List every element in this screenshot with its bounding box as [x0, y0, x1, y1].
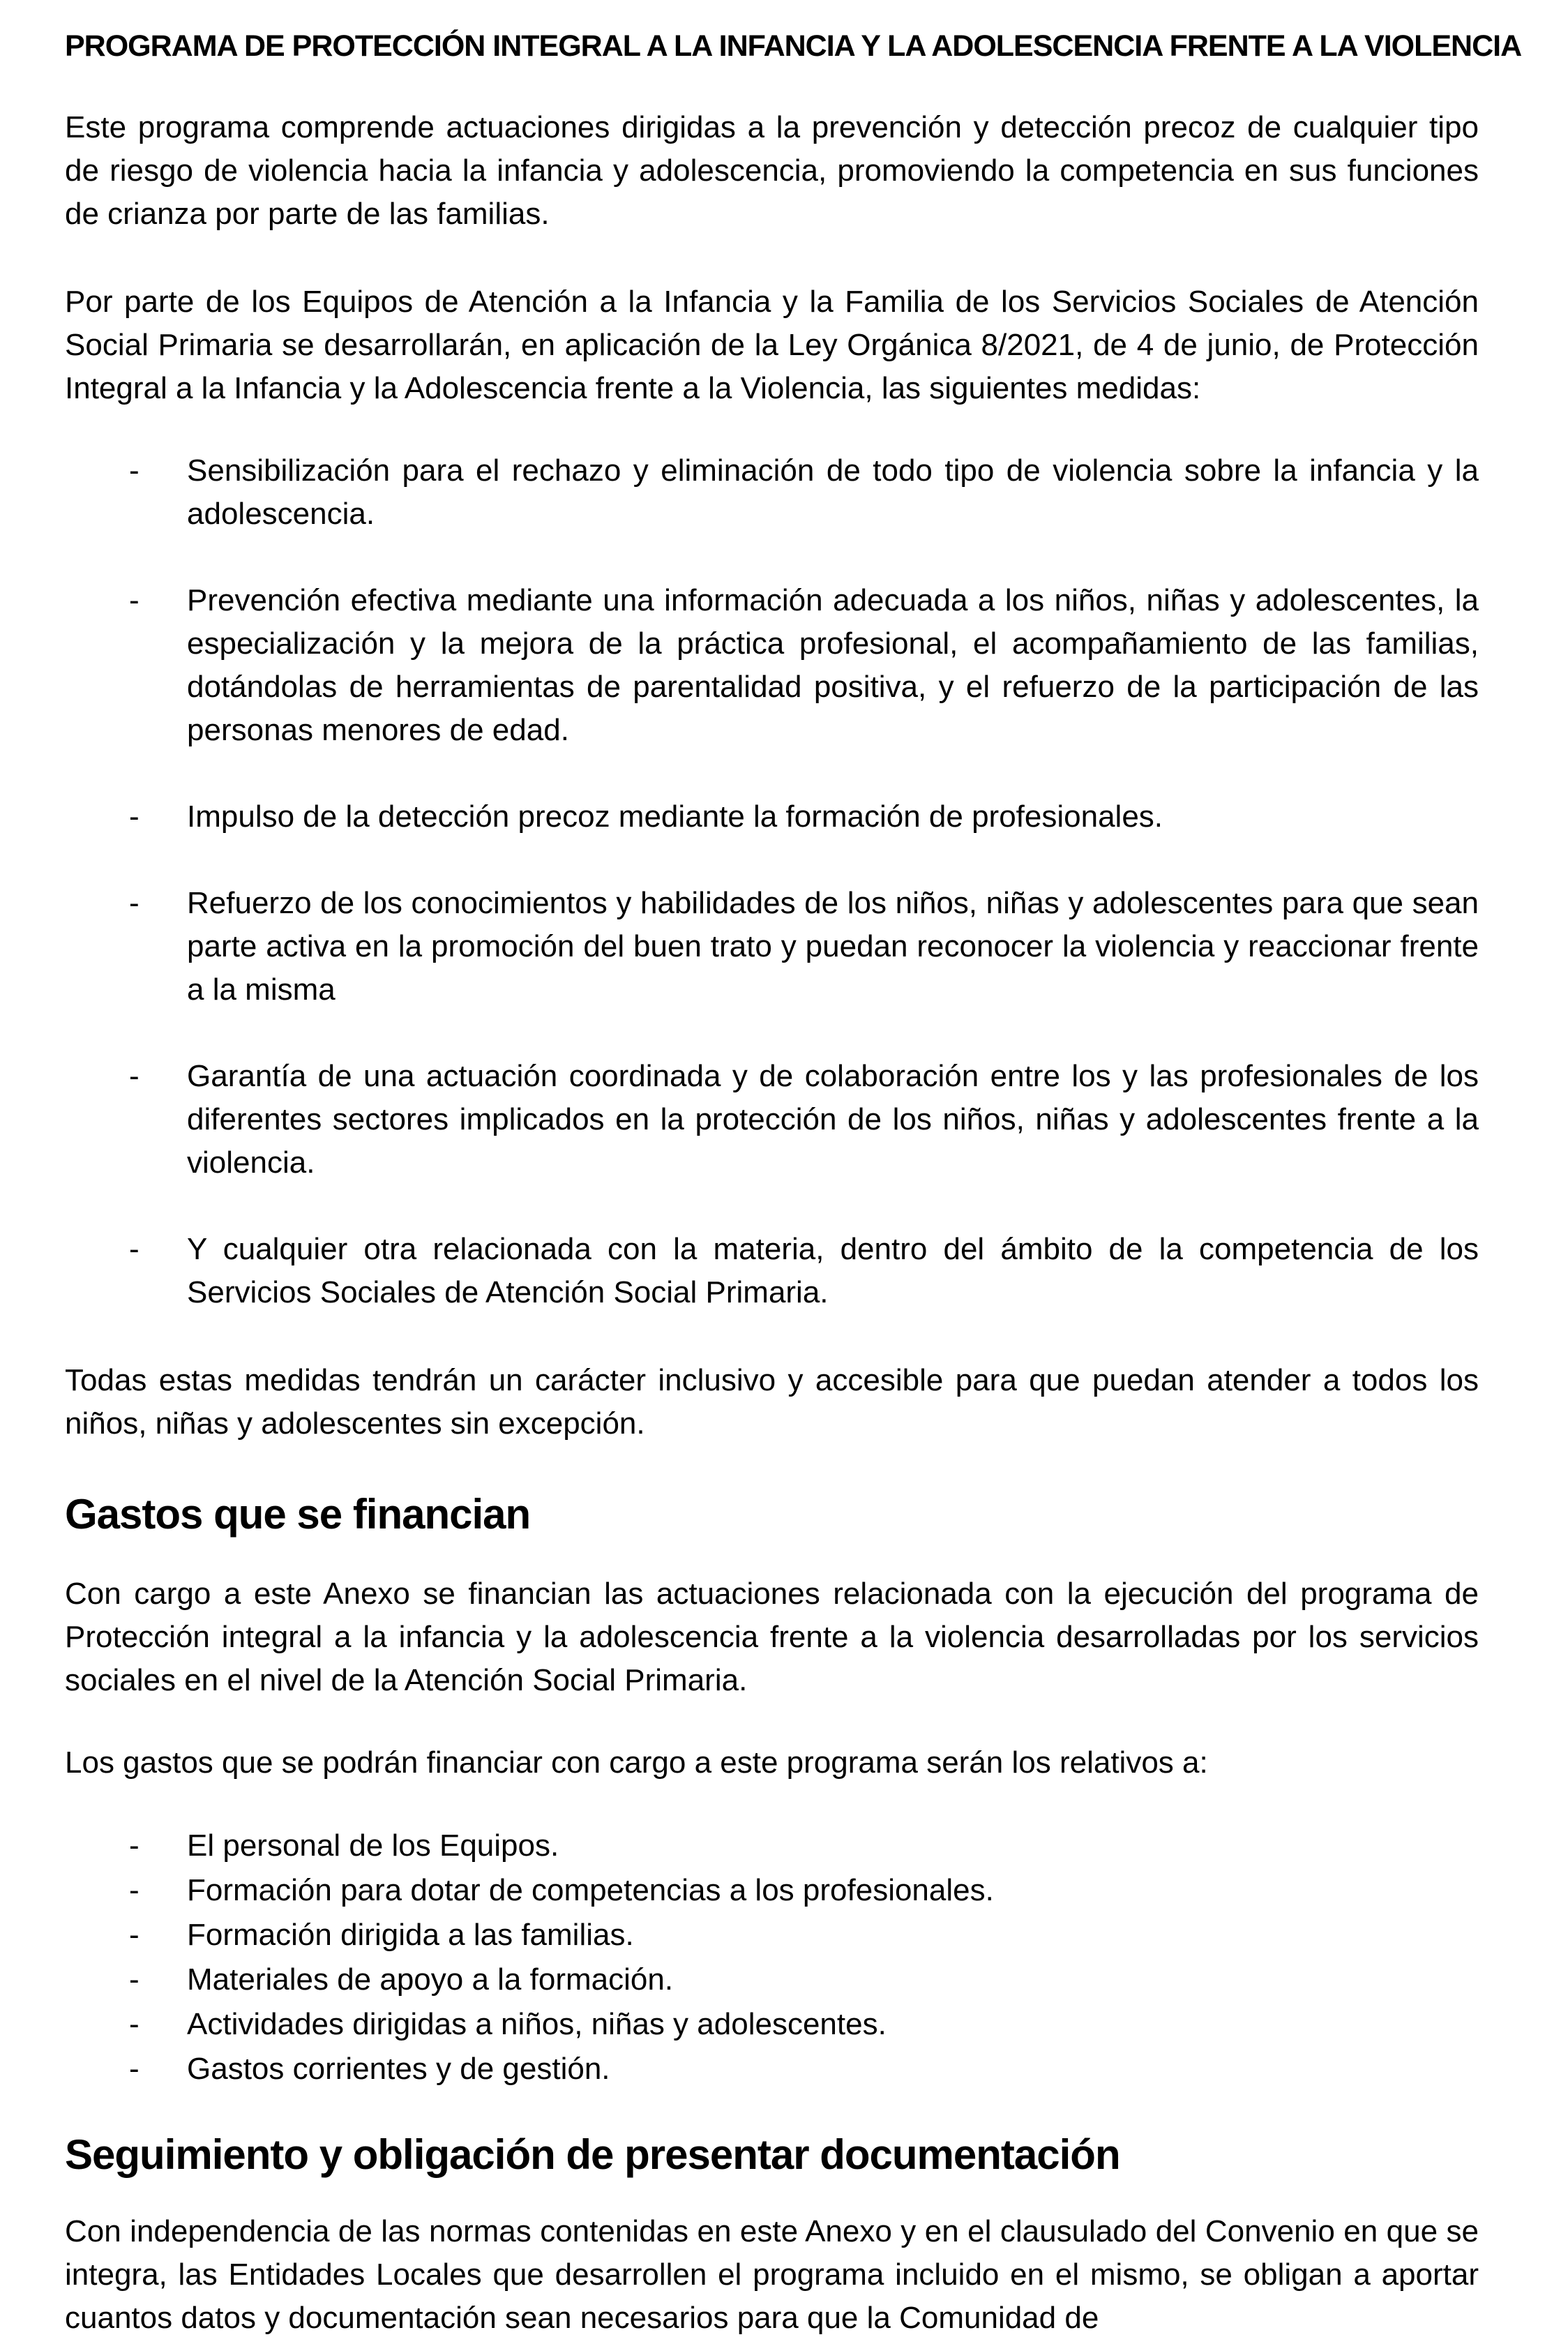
list-item-text: El personal de los Equipos. — [187, 1828, 559, 1863]
list-item-text: Gastos corrientes y de gestión. — [187, 2052, 610, 2086]
bullet-dash: - — [129, 1232, 140, 1266]
bullet-dash: - — [129, 1918, 140, 1952]
section-heading-gastos: Gastos que se financian — [65, 1491, 531, 1538]
bullet-dash: - — [129, 1059, 140, 1093]
list-item-text: Sensibilización para el rechazo y eliminación de todo tipo de violencia sobre la infancia y la adolescencia. — [187, 453, 1479, 531]
list-item-text: Y cualquier otra relacionada con la materia, dentro del ámbito de la competencia de los Servicios Sociales de Atención Social Primaria. — [187, 1232, 1479, 1309]
bullet-dash: - — [129, 799, 140, 834]
list-item-text: Refuerzo de los conocimientos y habilidades de los niños, niñas y adolescentes para que sean parte activa en la promoción del buen trato y puedan reconocer la violencia y reaccionar frente a la misma — [187, 886, 1479, 1007]
bullet-dash: - — [129, 2052, 140, 2086]
bullet-dash: - — [129, 1828, 140, 1863]
list-item-text: Impulso de la detección precoz mediante la formación de profesionales. — [187, 799, 1163, 834]
list-item — [65, 1958, 1479, 2002]
list-item — [65, 579, 1479, 752]
list-item-text: Materiales de apoyo a la formación. — [187, 1962, 674, 1997]
list-item — [65, 2047, 1479, 2091]
bullet-dash: - — [129, 2007, 140, 2041]
list-item — [65, 882, 1479, 1012]
document-title: PROGRAMA DE PROTECCIÓN INTEGRAL A LA INFANCIA Y LA ADOLESCENCIA FRENTE A LA VIOLENCIA — [65, 29, 1522, 63]
bullet-dash: - — [129, 453, 140, 488]
list-item-text: Garantía de una actuación coordinada y de colaboración entre los y las profesionales de los diferentes sectores implicados en la protección de los niños, niñas y adolescentes frente a la violencia. — [187, 1059, 1479, 1180]
inclusivity-paragraph: Todas estas medidas tendrán un carácter inclusivo y accesible para que puedan atender a todos los niños, niñas y adolescentes sin excepción. — [65, 1363, 1479, 1441]
list-item — [65, 1824, 1479, 1868]
expenses-paragraph-2: Los gastos que se podrán financiar con cargo a este programa serán los relativos a: — [65, 1745, 1208, 1780]
list-item-text: Actividades dirigidas a niños, niñas y adolescentes. — [187, 2007, 887, 2041]
bullet-dash: - — [129, 886, 140, 920]
list-item-text: Formación dirigida a las familias. — [187, 1918, 634, 1952]
intro-paragraph-1: Este programa comprende actuaciones dirigidas a la prevención y detección precoz de cualquier tipo de riesgo de violencia hacia la infancia y adolescencia, promoviendo la competencia en sus funciones de crianza por parte de las familias. — [65, 110, 1479, 231]
monitoring-paragraph: Con independencia de las normas contenidas en este Anexo y en el clausulado del Convenio en que se integra, las Entidades Locales que desarrollen el programa incluido en el mismo, se obligan a aportar cuantos datos y documentación sean necesarios para que la Comunidad de — [65, 2214, 1479, 2335]
list-item — [65, 1055, 1479, 1185]
list-item — [65, 1868, 1479, 1913]
list-item-text: Prevención efectiva mediante una información adecuada a los niños, niñas y adolescentes, la especialización y la mejora de la práctica profesional, el acompañamiento de las familias, dotándolas de herramientas de parentalidad positiva, y el refuerzo de la participación de las personas menores de edad. — [187, 583, 1479, 747]
bullet-dash: - — [129, 583, 140, 617]
expenses-list — [65, 1824, 1479, 2091]
list-item-text: Formación para dotar de competencias a los profesionales. — [187, 1873, 994, 1907]
measures-list — [65, 449, 1479, 1314]
intro-paragraph-2: Por parte de los Equipos de Atención a la Infancia y la Familia de los Servicios Sociales de Atención Social Primaria se desarrollarán, en aplicación de la Ley Orgánica 8/2021, de 4 de junio, de Protección Integral a la Infancia y la Adolescencia frente a la Violencia, las siguientes medidas: — [65, 285, 1479, 405]
list-item — [65, 2002, 1479, 2047]
section-heading-seguimiento: Seguimiento y obligación de presentar documentación — [65, 2131, 1120, 2178]
list-item — [65, 795, 1479, 839]
list-item — [65, 449, 1479, 536]
expenses-paragraph-1: Con cargo a este Anexo se financian las actuaciones relacionada con la ejecución del programa de Protección integral a la infancia y la adolescencia frente a la violencia desarrolladas por los servicios sociales en el nivel de la Atención Social Primaria. — [65, 1577, 1479, 1697]
bullet-dash: - — [129, 1962, 140, 1997]
list-item — [65, 1228, 1479, 1314]
bullet-dash: - — [129, 1873, 140, 1907]
list-item — [65, 1913, 1479, 1958]
